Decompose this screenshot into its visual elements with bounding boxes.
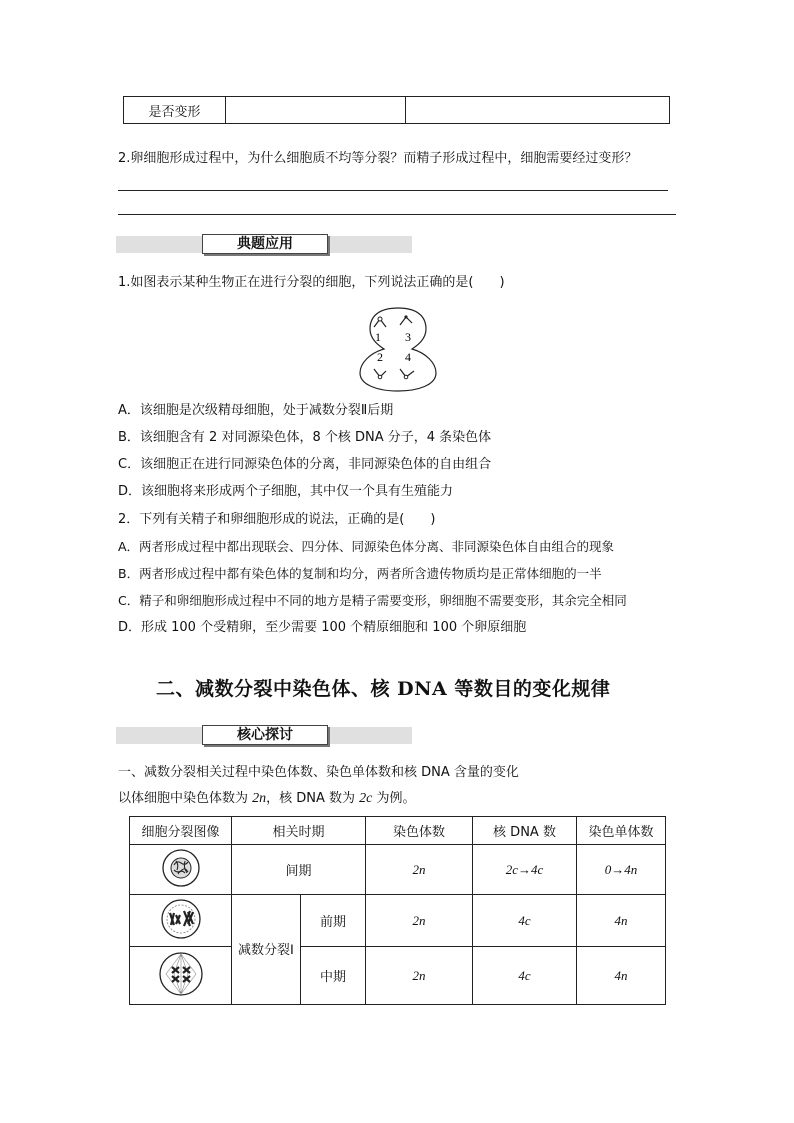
metaphase-chromosomes: 2n — [366, 947, 473, 1005]
metaphase-dna: 4c — [473, 947, 577, 1005]
figure-label-4: 4 — [405, 350, 411, 364]
prophase-cell-icon — [160, 898, 202, 940]
q2-option-b: B．两者形成过程中都有染色体的复制和均分，两者所含遗传物质均是正常体细胞的一半 — [118, 566, 602, 581]
meiosis-table — [129, 816, 666, 1005]
image-cell — [130, 947, 232, 1005]
centromere-3 — [404, 315, 407, 318]
header-image: 细胞分裂图像 — [130, 817, 232, 845]
header-chromosomes: 染色体数 — [366, 817, 473, 845]
image-cell — [130, 845, 232, 895]
top-table-cell — [226, 97, 406, 124]
header-chromatids: 染色单体数 — [577, 817, 666, 845]
cell-outline — [360, 308, 436, 391]
figure-label-3: 3 — [405, 330, 411, 344]
q2-option-d: D．形成 100 个受精卵，至少需要 100 个精原细胞和 100 个卵原细胞 — [118, 620, 527, 635]
interphase-cell-icon — [161, 848, 201, 888]
intro-text: ，核 DNA 数为 — [266, 791, 360, 806]
period-interphase: 间期 — [232, 845, 366, 895]
table-row-prophase — [130, 895, 666, 947]
q1-option-a: A．该细胞是次级精母细胞，处于减数分裂Ⅱ后期 — [118, 403, 394, 418]
image-cell — [130, 895, 232, 947]
interphase-chromosomes: 2n — [366, 845, 473, 895]
header-dna: 核 DNA 数 — [473, 817, 577, 845]
table-row-metaphase — [130, 947, 666, 1005]
q2-stem: 2．下列有关精子和卵细胞形成的说法，正确的是( ) — [118, 512, 436, 527]
centromere-4 — [404, 375, 408, 379]
prophase-chromatids: 4n — [577, 895, 666, 947]
q1-option-d: D．该细胞将来形成两个子细胞，其中仅一个具有生殖能力 — [118, 484, 454, 499]
intro-text: 为例。 — [372, 791, 416, 806]
interphase-dna: 2c→4c — [473, 845, 577, 895]
interphase-chromatids: 0→4n — [577, 845, 666, 895]
part-one-intro — [118, 790, 416, 808]
section-title-typical: 典题应用 — [202, 234, 328, 254]
intro-2c: 2c — [359, 791, 373, 806]
meiosis1-label: 减数分裂Ⅰ — [232, 895, 301, 1005]
intro-text: 以体细胞中染色体数为 — [118, 791, 253, 806]
period-metaphase: 中期 — [301, 947, 366, 1005]
top-table-cell — [406, 97, 670, 124]
centromere-1 — [378, 317, 382, 321]
centromere-2 — [378, 375, 382, 379]
section-two-heading: 二、减数分裂中染色体、核 DNA 等数目的变化规律 — [156, 678, 611, 700]
question-2: 2.卵细胞形成过程中，为什么细胞质不均等分裂？而精子形成过程中，细胞需要经过变形？ — [118, 151, 638, 166]
q2-option-c: C．精子和卵细胞形成过程中不同的地方是精子需要变形，卵细胞不需要变形，其余完全相同 — [118, 593, 627, 608]
intro-2n: 2n — [252, 791, 267, 806]
answer-line — [118, 190, 668, 191]
prophase-chromosomes: 2n — [366, 895, 473, 947]
cell-division-figure — [358, 305, 438, 393]
q1-option-c: C．该细胞正在进行同源染色体的分离，非同源染色体的自由组合 — [118, 457, 492, 472]
part-one-title: 一、减数分裂相关过程中染色体数、染色单体数和核 DNA 含量的变化 — [118, 765, 519, 780]
period-prophase: 前期 — [301, 895, 366, 947]
header-period: 相关时期 — [232, 817, 366, 845]
table-row-interphase — [130, 845, 666, 895]
q1-option-b: B．该细胞含有 2 对同源染色体，8 个核 DNA 分子，4 条染色体 — [118, 430, 492, 445]
top-table-row-label: 是否变形 — [124, 97, 226, 124]
prophase-dna: 4c — [473, 895, 577, 947]
figure-label-2: 2 — [377, 350, 383, 364]
metaphase-cell-icon — [158, 951, 204, 997]
metaphase-chromatids: 4n — [577, 947, 666, 1005]
q1-stem: 1.如图表示某种生物正在进行分裂的细胞，下列说法正确的是( ) — [118, 275, 505, 290]
q2-option-a: A．两者形成过程中都出现联会、四分体、同源染色体分离、非同源染色体自由组合的现象 — [118, 539, 615, 554]
figure-label-1: 1 — [375, 330, 381, 344]
answer-line — [118, 214, 676, 215]
section-title-core: 核心探讨 — [202, 725, 328, 745]
top-table — [123, 96, 670, 124]
